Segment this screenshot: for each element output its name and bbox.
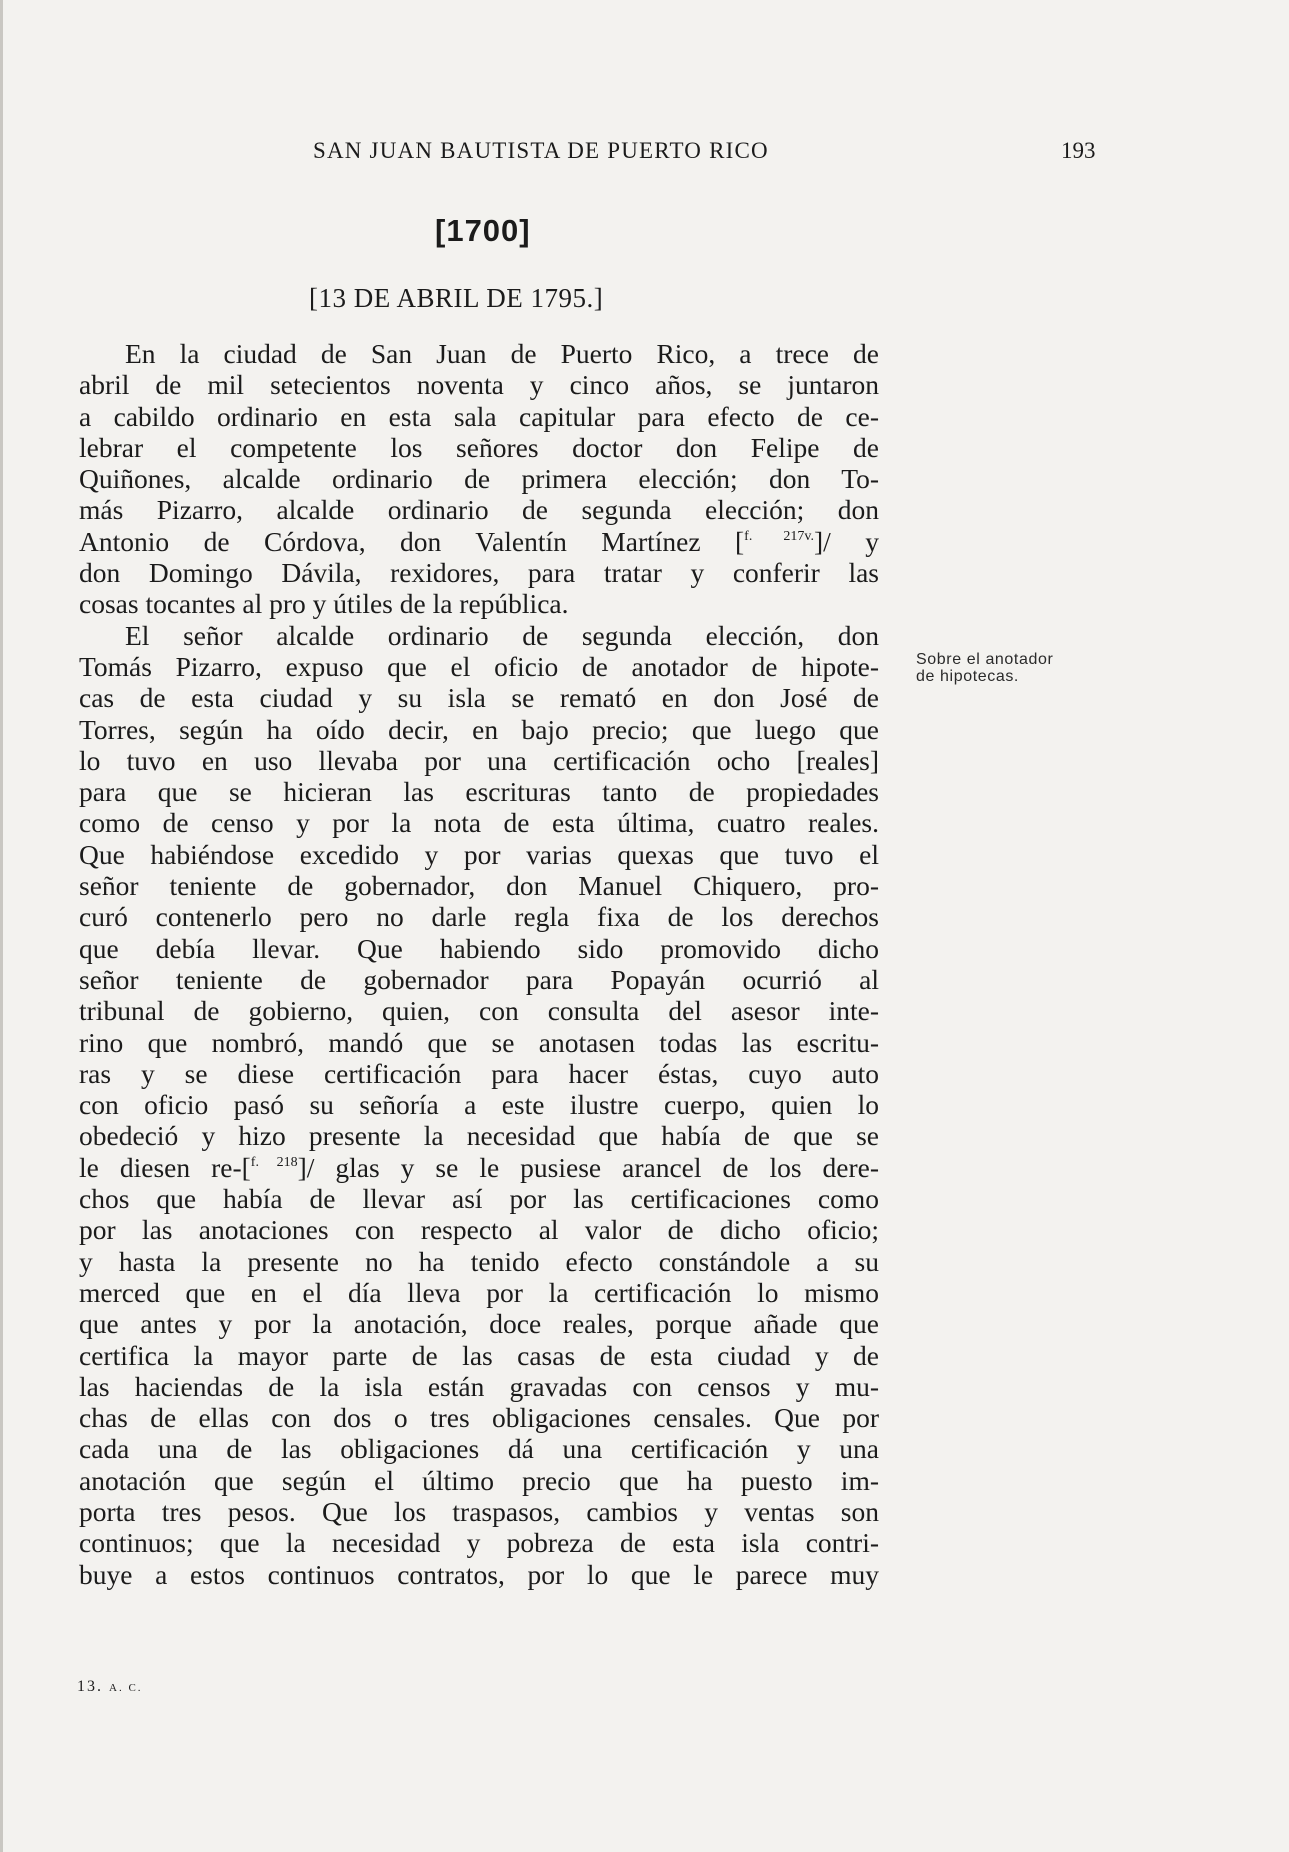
text-line: Tomás Pizarro, expuso que el oficio de anotador de hipote- — [79, 650, 879, 682]
text-line: obedeció y hizo presente la necesidad que había de que se — [79, 1120, 879, 1152]
running-head: SAN JUAN BAUTISTA DE PUERTO RICO — [313, 138, 769, 163]
printer-signature — [77, 1678, 143, 1696]
signature-letters: A. C. — [109, 1682, 143, 1694]
act-number: [1700] — [435, 213, 531, 248]
text-line: ras y se diese certificación para hacer éstas, cuyo auto — [79, 1057, 879, 1089]
text-line: por las anotaciones con respecto al valor de dicho oficio; — [79, 1214, 879, 1246]
text-line: chas de ellas con dos o tres obligaciones censales. Que por — [79, 1402, 879, 1434]
text-line: lo tuvo en uso llevaba por una certificación ocho [reales] — [79, 744, 879, 776]
marginal-note-line: Sobre el anotador — [916, 651, 1054, 668]
marginal-note-line: de hipotecas. — [916, 668, 1019, 685]
text-line: Quiñones, alcalde ordinario de primera elección; don To- — [79, 463, 879, 495]
text-line: don Domingo Dávila, rexidores, para tratar y conferir las — [79, 557, 879, 589]
text-line: señor teniente de gobernador, don Manuel Chiquero, pro- — [79, 870, 879, 902]
text-line: las haciendas de la isla están gravadas con censos y mu- — [79, 1370, 879, 1402]
text-line: que antes y por la anotación, doce reales, porque añade que — [79, 1308, 879, 1340]
marginal-note — [916, 651, 1053, 685]
body-text — [79, 338, 879, 1590]
text-line: curó contenerlo pero no darle regla fixa de los derechos — [79, 901, 879, 933]
folio-text-before: le diesen re-[ — [79, 1151, 251, 1183]
folio-text-after: ]/ glas y se le pusiese arancel de los dere- — [297, 1151, 880, 1183]
text-line-folio — [79, 526, 879, 557]
text-line-folio — [79, 1152, 879, 1183]
text-line: El señor alcalde ordinario de segunda elección, don — [125, 619, 879, 651]
text-line: tribunal de gobierno, quien, con consulta del asesor inte- — [79, 995, 879, 1027]
text-line: más Pizarro, alcalde ordinario de segunda elección; don — [79, 494, 879, 526]
act-date: [13 DE ABRIL DE 1795.] — [309, 283, 604, 313]
text-line: a cabildo ordinario en esta sala capitular para efecto de ce- — [79, 400, 879, 432]
text-line: chos que había de llevar así por las certificaciones como — [79, 1183, 879, 1215]
text-line: anotación que según el último precio que ha puesto im- — [79, 1464, 879, 1496]
text-line: como de censo y por la nota de esta última, cuatro reales. — [79, 807, 879, 839]
text-line: que debía llevar. Que habiendo sido promovido dicho — [79, 932, 879, 964]
text-line: para que se hicieran las escrituras tanto de propiedades — [79, 776, 879, 808]
text-line: señor teniente de gobernador para Popayán ocurrió al — [79, 963, 879, 995]
folio-text-before: Antonio de Córdova, don Valentín Martínez [ — [79, 525, 745, 557]
signature-number: 13. — [77, 1678, 103, 1695]
text-line: certifica la mayor parte de las casas de esta ciudad y de — [79, 1339, 879, 1371]
text-line: buye a estos continuos contratos, por lo que le parece muy — [79, 1558, 879, 1590]
text-line: Que habiéndose excedido y por varias quexas que tuvo el — [79, 838, 879, 870]
folio-marker: f. 218 — [250, 1154, 298, 1170]
text-line: y hasta la presente no ha tenido efecto constándole a su — [79, 1245, 879, 1277]
page-number: 193 — [1061, 138, 1096, 163]
text-line: abril de mil setecientos noventa y cinco años, se juntaron — [79, 369, 879, 401]
text-line: porta tres pesos. Que los traspasos, cambios y ventas son — [79, 1495, 879, 1527]
text-line: merced que en el día lleva por la certificación lo mismo — [79, 1276, 879, 1308]
text-line: lebrar el competente los señores doctor don Felipe de — [79, 431, 879, 463]
text-line: Torres, según ha oído decir, en bajo precio; que luego que — [79, 713, 879, 745]
text-line: cosas tocantes al pro y útiles de la república. — [79, 588, 569, 620]
folio-text-after: ]/ y — [813, 525, 879, 557]
text-line: En la ciudad de San Juan de Puerto Rico, a trece de — [125, 338, 879, 369]
text-line: con oficio pasó su señoría a este ilustre cuerpo, quien lo — [79, 1089, 879, 1121]
folio-marker: f. 217v. — [744, 528, 814, 544]
text-line: cada una de las obligaciones dá una certificación y una — [79, 1433, 879, 1465]
text-line: cas de esta ciudad y su isla se remató en don José de — [79, 682, 879, 714]
text-line: continuos; que la necesidad y pobreza de esta isla contri- — [79, 1527, 879, 1559]
text-line: rino que nombró, mandó que se anotasen todas las escritu- — [79, 1026, 879, 1058]
